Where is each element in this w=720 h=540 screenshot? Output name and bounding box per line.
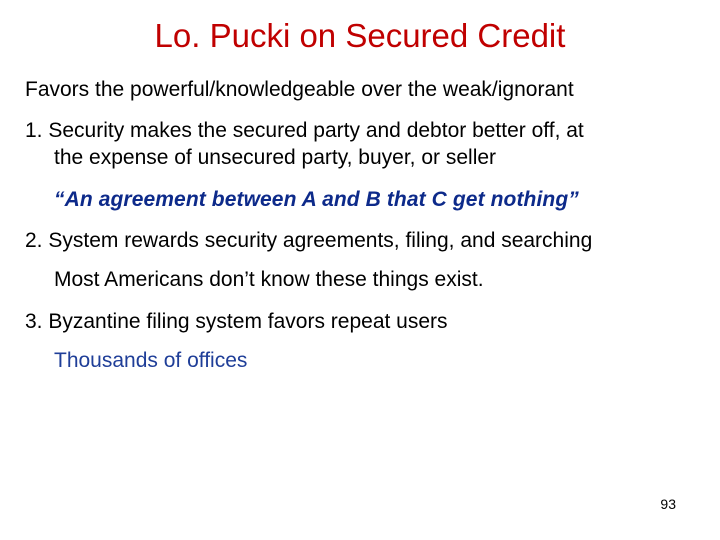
slide-title: Lo. Pucki on Secured Credit <box>154 17 566 54</box>
intro-text: Favors the powerful/knowledgeable over the weak/ignorant <box>25 78 574 101</box>
point-2-subtext: Most Americans don’t know these things exist. <box>54 268 484 291</box>
point-3-subtext: Thousands of offices <box>54 349 248 372</box>
point-3-text: 3. Byzantine filing system favors repeat users <box>25 310 448 333</box>
point-1-line-2: the expense of unsecured party, buyer, or seller <box>54 146 497 169</box>
page-number: 93 <box>660 496 676 512</box>
point-2-text: 2. System rewards security agreements, filing, and searching <box>25 229 593 252</box>
point-1-line-1: 1. Security makes the secured party and debtor better off, at <box>25 119 584 142</box>
point-1-quote: “An agreement between A and B that C get nothing” <box>54 188 579 211</box>
